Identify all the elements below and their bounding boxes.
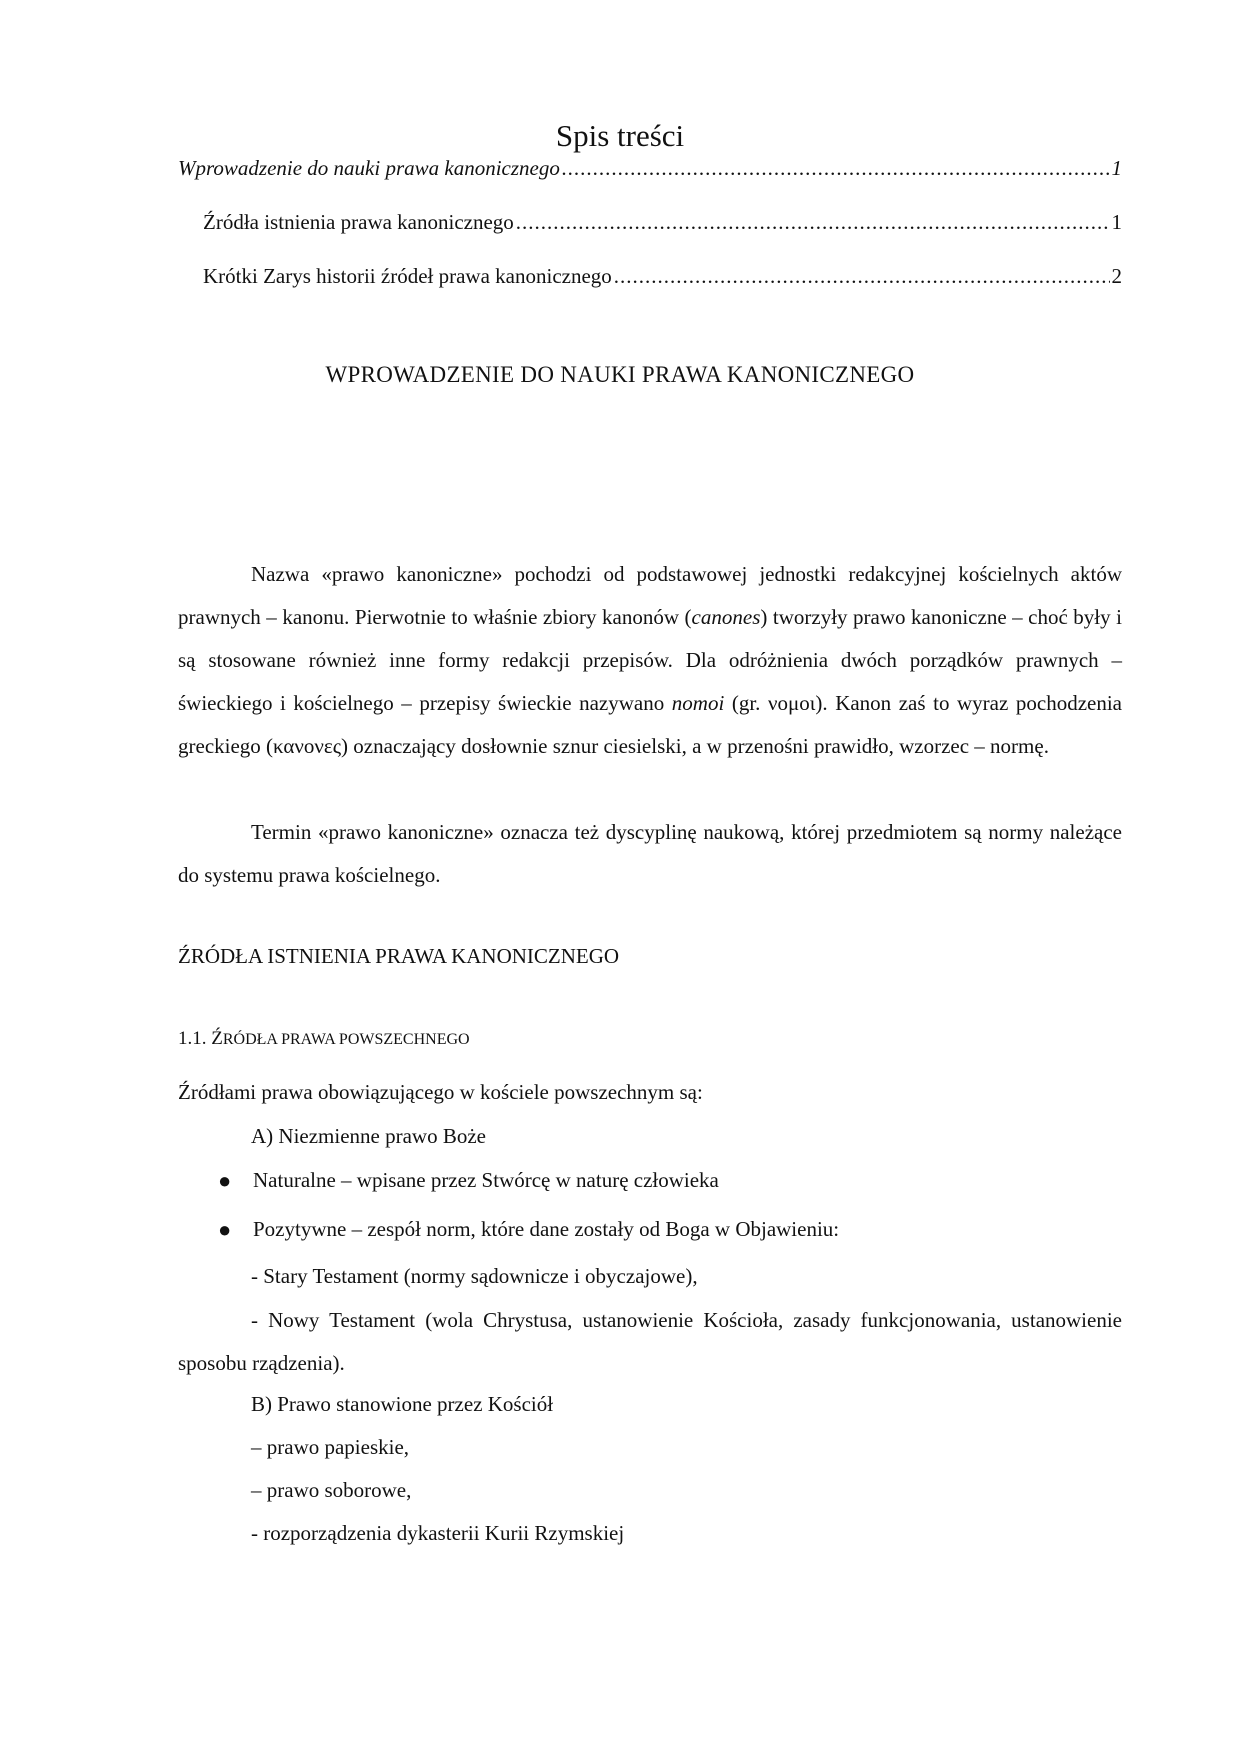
toc-entry-label: Wprowadzenie do nauki prawa kanonicznego	[178, 156, 560, 180]
toc-title: Spis treści	[555, 118, 685, 153]
text: (gr. νομοι). Kanon zaś to wyraz pochodzenia greckiego (κανονες) oznaczający dosłownie sznur ciesielski, a w przenośni prawidło, wzorzec – normę.	[178, 691, 1122, 758]
list-item-b: B) Prawo stanowione przez Kościół	[251, 1392, 554, 1416]
sources-lead: Źródłami prawa obowiązującego w kościele powszechnym są:	[178, 1080, 703, 1104]
text: ) tworzyły prawo kanoniczne – choć były i są stosowane również inne formy redakcji przepisów. Dla odróżnienia dwóch porządków prawnych – świeckiego i kościelnego – przepisy świeckie nazywano	[178, 605, 1122, 715]
intro-paragraph-1	[178, 553, 1122, 768]
bullet-icon: ●	[218, 1168, 232, 1193]
subsection-heading	[178, 1028, 470, 1050]
bullet-text: Pozytywne – zespół norm, które dane zostały od Boga w Objawieniu:	[253, 1217, 840, 1241]
text: RÓDŁA PRAWA POWSZECHNEGO	[222, 1031, 470, 1048]
main-heading: WPROWADZENIE DO NAUKI PRAWA KANONICZNEGO	[325, 362, 915, 387]
toc-leader-dots	[614, 264, 1110, 289]
toc-leader-dots	[562, 156, 1110, 181]
bullet-item	[218, 1217, 231, 1243]
intro-paragraph-2	[178, 811, 1122, 897]
list-item-b1: – prawo papieskie,	[251, 1435, 410, 1459]
toc-entry-page: 1	[1111, 156, 1122, 180]
bullet-icon: ●	[218, 1217, 232, 1242]
new-testament-item	[178, 1299, 1122, 1385]
toc-entry[interactable]	[203, 210, 1122, 235]
text: Termin «prawo kanoniczne» oznacza też dyscyplinę naukową, której przedmiotem są normy należące do systemu prawa kościelnego.	[178, 820, 1122, 887]
toc-entry-label: Krótki Zarys historii źródeł prawa kanonicznego	[203, 264, 612, 288]
list-item-b2: – prawo soborowe,	[251, 1478, 412, 1502]
term-canones: canones	[691, 605, 761, 629]
text: Ź	[211, 1028, 223, 1049]
term-nomoi: nomoi	[671, 691, 725, 715]
toc-entry-label: Źródła istnienia prawa kanonicznego	[203, 210, 514, 234]
section-heading: ŹRÓDŁA ISTNIENIA PRAWA KANONICZNEGO	[178, 944, 620, 968]
toc-leader-dots	[516, 210, 1110, 235]
toc-entry-page: 2	[1111, 264, 1122, 288]
list-item-a: A) Niezmienne prawo Boże	[251, 1124, 486, 1148]
list-item-b3: - rozporządzenia dykasterii Kurii Rzymskiej	[251, 1521, 625, 1545]
toc-entry-page: 1	[1111, 210, 1122, 234]
old-testament-item: - Stary Testament (normy sądownicze i obyczajowe),	[251, 1264, 698, 1288]
toc-entry[interactable]	[203, 264, 1122, 289]
text: - Nowy Testament (wola Chrystusa, ustanowienie Kościoła, zasady funkcjonowania, ustanowienie sposobu rządzenia).	[178, 1308, 1122, 1375]
toc-entry[interactable]	[178, 156, 1122, 181]
bullet-item	[218, 1168, 231, 1194]
subsection-number: 1.1.	[178, 1028, 212, 1049]
text: Nazwa «prawo kanoniczne» pochodzi od podstawowej jednostki redakcyjnej kościelnych aktów prawnych – kanonu. Pierwotnie to właśnie zbiory kanonów (	[178, 562, 1122, 629]
bullet-text: Naturalne – wpisane przez Stwórcę w naturę człowieka	[253, 1168, 719, 1192]
